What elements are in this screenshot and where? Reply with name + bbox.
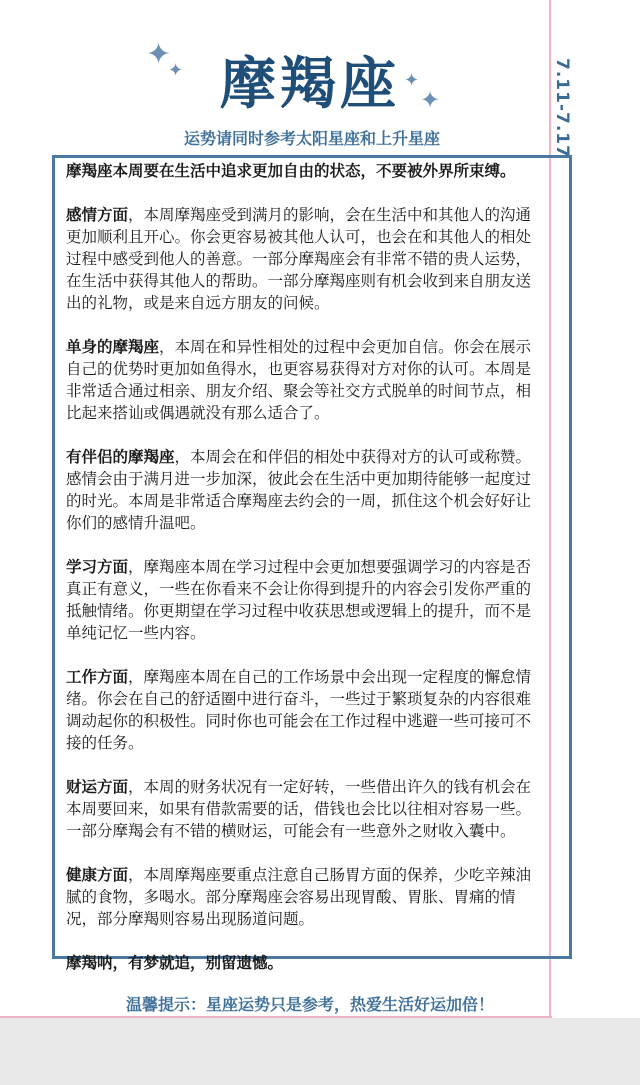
section-wealth xyxy=(66,776,546,842)
section-body: ，本周摩羯座受到满月的影响，会在生活中和其他人的沟通更加顺利且开心。你会更容易被其他人认可，也会在和其他人的相处过程中感受到他人的善意。一部分摩羯座会有非常不错的贵人运势，在生活中获得其他人的帮助。一部分摩羯座则有机会收到来自朋友送出的礼物，或是来自远方朋友的问候。 xyxy=(66,206,532,312)
section-body: ，摩羯座本周在学习过程中会更加想要强调学习的内容是否真正有意义，一些在你看来不会让你得到提升的内容会引发你严重的抵触情绪。你更期望在学习过程中收获思想或逻辑上的提升，而不是单纯记忆一些内容。 xyxy=(66,558,532,642)
section-heading: 有伴侣的摩羯座 xyxy=(66,448,175,466)
section-body: ，本周的财务状况有一定好转，一些借出许久的钱有机会在本周要回来，如果有借款需要的话，借钱也会比以往相对容易一些。一部分摩羯会有不错的横财运，可能会有一些意外之财收入囊中。 xyxy=(66,778,532,840)
section-heading: 学习方面 xyxy=(66,558,129,576)
pink-divider-horizontal xyxy=(0,1016,552,1018)
section-heading: 工作方面 xyxy=(66,668,129,686)
horoscope-content xyxy=(66,160,546,974)
section-love xyxy=(66,204,546,314)
section-heading: 单身的摩羯座 xyxy=(66,338,160,356)
bottom-band xyxy=(0,1018,640,1085)
section-health xyxy=(66,864,546,930)
sparkle-icon: ✦ xyxy=(404,70,420,91)
section-heading: 财运方面 xyxy=(66,778,129,796)
section-body: ，本周在和异性相处的过程中会更加自信。你会在展示自己的优势时更加如鱼得水，也更容易获得对方对你的认可。本周是非常适合通过相亲、朋友介绍、聚会等社交方式脱单的时间节点，相比起来搭讪或偶遇就没有那么适合了。 xyxy=(66,338,532,422)
page-title: 摩羯座 xyxy=(220,52,400,117)
date-range: 7.11-7.17 xyxy=(552,58,572,158)
page-subtitle: 运势请同时参考太阳星座和上升星座 xyxy=(183,129,440,148)
section-body: ，摩羯座本周在自己的工作场景中会出现一定程度的懈怠情绪。你会在自己的舒适圈中进行奋斗，一些过于繁琐复杂的内容很难调动起你的积极性。同时你也可能会在工作过程中逃避一些可接可不接的任务。 xyxy=(66,668,532,752)
sparkle-icon: ✦ xyxy=(168,60,184,81)
section-body: ，本周会在和伴侣的相处中获得对方的认可或称赞。感情会由于满月进一步加深，彼此会在生活中更加期待能够一起度过的时光。本周是非常适合摩羯座去约会的一周，抓住这个机会好好让你们的感情升温吧。 xyxy=(66,448,532,532)
section-body: ，本周摩羯座要重点注意自己肠胃方面的保养，少吃辛辣油腻的食物，多喝水。部分摩羯座会容易出现胃酸、胃胀、胃痛的情况，部分摩羯则容易出现肠道问题。 xyxy=(66,866,532,928)
intro-paragraph: 摩羯座本周要在生活中追求更加自由的状态，不要被外界所束缚。 xyxy=(66,162,516,180)
section-heading: 健康方面 xyxy=(66,866,129,884)
footer-tip: 温馨提示：星座运势只是参考，热爱生活好运加倍！ xyxy=(125,995,494,1014)
sparkle-icon: ✦ xyxy=(146,37,172,72)
section-heading: 感情方面 xyxy=(66,206,129,224)
sparkle-icon: ✦ xyxy=(420,86,441,114)
section-single xyxy=(66,336,546,424)
section-work xyxy=(66,666,546,754)
section-partnered xyxy=(66,446,546,534)
section-study xyxy=(66,556,546,644)
ending-line: 摩羯呐，有梦就追，别留遗憾。 xyxy=(66,954,284,972)
